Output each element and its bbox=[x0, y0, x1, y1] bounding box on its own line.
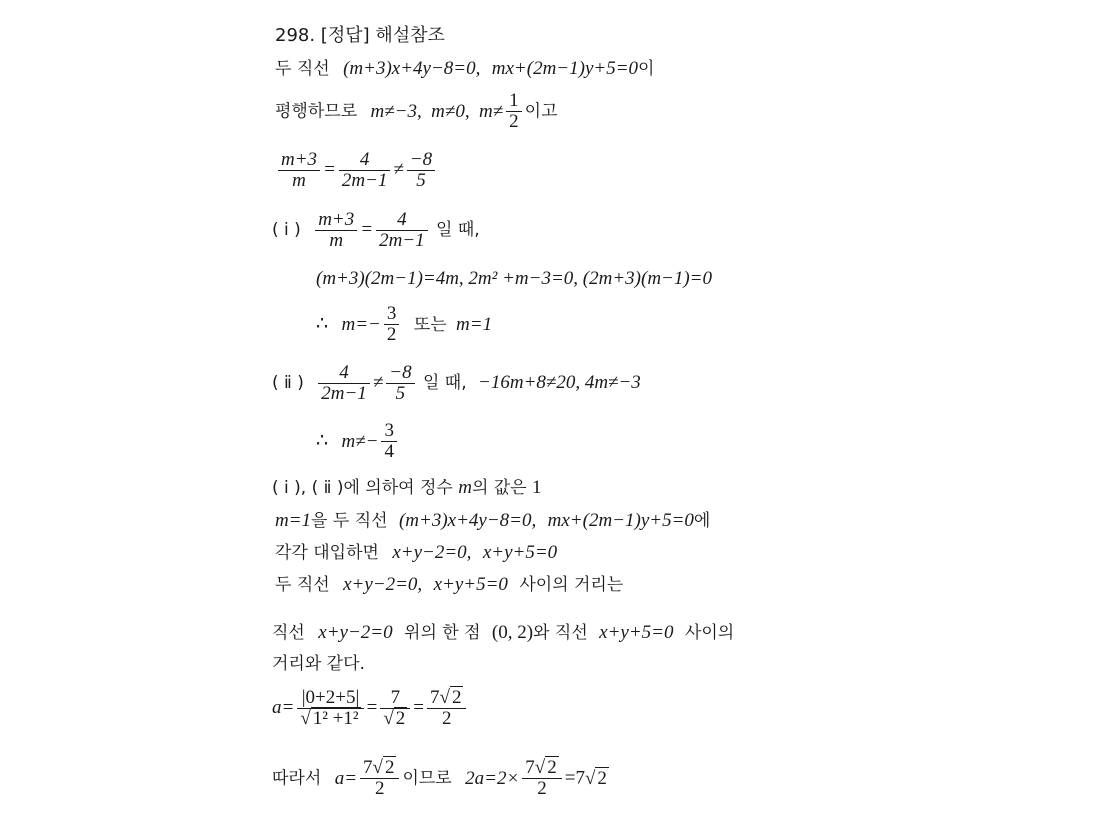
fraction-denominator: 2 bbox=[441, 708, 452, 729]
text: a= bbox=[334, 767, 358, 789]
equation-result-2: x+y+5=0 bbox=[433, 574, 508, 595]
case-1-result bbox=[316, 304, 492, 345]
sqrt-symbol: √ bbox=[584, 767, 596, 789]
coefficient: 7 bbox=[363, 757, 373, 778]
fraction-numerator: m+3 bbox=[278, 150, 320, 171]
sqrt-symbol: √ bbox=[383, 708, 394, 729]
case-2-result bbox=[316, 421, 400, 462]
equation-result-2: x+y+5=0 bbox=[599, 622, 674, 643]
fraction bbox=[522, 758, 561, 799]
fraction-one-half bbox=[506, 91, 522, 132]
fraction-numerator: 4 bbox=[376, 210, 428, 231]
radicand: 1² +1² bbox=[312, 708, 359, 729]
fraction-numerator: −8 bbox=[407, 150, 435, 171]
text: 와 직선 bbox=[533, 623, 588, 643]
fraction-denominator: 4 bbox=[384, 441, 394, 462]
therefore-symbol: ∴ bbox=[316, 430, 329, 452]
fraction bbox=[380, 688, 410, 729]
case-2-header bbox=[272, 363, 641, 404]
equals-sign: = bbox=[360, 218, 374, 240]
case-2-inequality: −16m+8≠20, 4m≠−3 bbox=[478, 371, 641, 393]
equation-result-1: x+y−2=0 bbox=[318, 622, 393, 643]
fraction-three-quarters bbox=[381, 421, 397, 462]
text: m≠− bbox=[341, 430, 379, 452]
condition-2: m≠0, bbox=[431, 100, 470, 122]
case-marker: ( ⅰ ) bbox=[272, 219, 301, 240]
line-conclusion bbox=[272, 477, 542, 499]
condition-3: m≠ bbox=[478, 100, 504, 122]
line-substitute bbox=[275, 510, 710, 532]
fraction-denominator: 2 bbox=[386, 324, 397, 345]
text: m=1 bbox=[456, 313, 493, 335]
text: 일 때, bbox=[436, 219, 480, 240]
fraction-numerator: 4 bbox=[339, 150, 391, 171]
fraction bbox=[318, 363, 370, 404]
fraction-numerator: −8 bbox=[386, 363, 414, 384]
fraction-denominator: 2 bbox=[537, 778, 547, 799]
line-substituted-results bbox=[275, 542, 557, 564]
case-marker: ( ⅱ ) bbox=[272, 372, 304, 393]
fraction bbox=[427, 688, 466, 729]
fraction-numerator: 3 bbox=[381, 421, 397, 442]
radicand: 2 bbox=[451, 687, 462, 708]
text: 평행하므로 bbox=[275, 101, 358, 122]
text: 따라서 bbox=[272, 768, 322, 789]
text: 이고 bbox=[524, 101, 558, 122]
fraction-numerator: |0+2+5| bbox=[297, 688, 363, 709]
radicand: 2 bbox=[395, 708, 406, 729]
fraction-denominator: 2m−1 bbox=[341, 170, 388, 191]
line-two-lines bbox=[275, 58, 654, 80]
text: 2a=2× bbox=[465, 767, 520, 789]
case-1-equation: (m+3)(2m−1)=4m, 2m² +m−3=0, (2m+3)(m−1)=0 bbox=[316, 268, 713, 289]
fraction-numerator bbox=[522, 758, 561, 779]
equation-line-1: (m+3)x+4y−8=0, bbox=[343, 58, 481, 79]
fraction bbox=[360, 758, 399, 799]
line-point-distance bbox=[272, 622, 734, 644]
fraction-numerator: 1 bbox=[506, 91, 522, 112]
answer-value: 1 bbox=[532, 477, 542, 498]
condition-1: m≠−3, bbox=[370, 100, 422, 122]
sqrt-symbol: √ bbox=[300, 708, 311, 729]
fraction-distance bbox=[297, 688, 363, 729]
fraction-numerator bbox=[360, 758, 399, 779]
text: 이 bbox=[638, 59, 655, 79]
fraction-numerator: 4 bbox=[318, 363, 370, 384]
fraction-denominator bbox=[380, 709, 410, 729]
text: 이므로 bbox=[402, 768, 452, 789]
fraction-numerator: 7 bbox=[380, 688, 410, 709]
fraction bbox=[386, 363, 414, 404]
text: ( ⅰ ), ( ⅱ )에 의하여 정수 bbox=[272, 478, 453, 498]
fraction bbox=[315, 210, 357, 251]
fraction-denominator: 5 bbox=[416, 170, 426, 191]
equation-result-1: x+y−2=0, bbox=[343, 574, 423, 595]
text: 위의 한 점 bbox=[404, 623, 481, 643]
fraction-numerator bbox=[427, 688, 466, 709]
text: 두 직선 bbox=[275, 59, 330, 79]
equation-result-2: x+y+5=0 bbox=[482, 542, 558, 563]
text: m=− bbox=[341, 313, 381, 335]
equation-result-1: x+y−2=0, bbox=[392, 542, 472, 563]
text: 각각 대입하면 bbox=[275, 543, 379, 563]
text: 에 bbox=[693, 511, 711, 531]
text: 두 직선 bbox=[275, 575, 330, 595]
fraction bbox=[339, 150, 391, 191]
line-distance-formula bbox=[272, 688, 469, 729]
problem-heading: 298. [정답] 해설참조 bbox=[275, 25, 445, 46]
fraction bbox=[407, 150, 435, 191]
text: 일 때, bbox=[422, 372, 467, 393]
fraction bbox=[278, 150, 320, 191]
text: a= bbox=[272, 696, 295, 718]
variable-m: m bbox=[458, 477, 472, 498]
equals-sign: = bbox=[413, 696, 424, 718]
fraction-numerator: m+3 bbox=[315, 210, 357, 231]
text: 의 값은 bbox=[471, 478, 527, 498]
point: (0, 2) bbox=[491, 622, 534, 643]
equation-line-2: mx+(2m−1)y+5=0 bbox=[491, 58, 639, 79]
sqrt-symbol: √ bbox=[439, 687, 450, 708]
text: 사이의 bbox=[684, 623, 735, 643]
coefficient: 7 bbox=[430, 687, 440, 708]
equation-line-2: mx+(2m−1)y+5=0 bbox=[547, 510, 694, 531]
line-final-answer bbox=[272, 758, 609, 799]
fraction-denominator: 5 bbox=[395, 383, 406, 404]
fraction-three-halves bbox=[384, 304, 400, 345]
fraction-denominator: 2m−1 bbox=[379, 230, 425, 251]
fraction-denominator bbox=[297, 709, 363, 729]
equals-sign: = bbox=[366, 696, 378, 718]
line-parallel-condition bbox=[275, 91, 558, 132]
fraction-numerator: 3 bbox=[384, 304, 400, 325]
fraction bbox=[376, 210, 428, 251]
equals-sign: = bbox=[323, 158, 336, 180]
fraction-denominator: 2 bbox=[509, 111, 519, 132]
radicand: 2 bbox=[597, 767, 607, 789]
case-1-header bbox=[272, 210, 480, 251]
line-ratio-equation bbox=[275, 150, 438, 191]
fraction-denominator: 2m−1 bbox=[321, 383, 367, 404]
sqrt-symbol: √ bbox=[534, 757, 546, 778]
therefore-symbol: ∴ bbox=[316, 313, 329, 335]
line-same-distance: 거리와 같다. bbox=[272, 654, 365, 674]
radicand: 2 bbox=[547, 757, 557, 778]
radicand: 2 bbox=[384, 757, 395, 778]
fraction-denominator: 2 bbox=[374, 778, 385, 799]
text: m=1 bbox=[275, 510, 312, 531]
equation-line-1: (m+3)x+4y−8=0, bbox=[398, 510, 537, 531]
coefficient: 7 bbox=[525, 757, 535, 778]
text: 또는 bbox=[413, 314, 447, 335]
fraction-denominator: m bbox=[292, 170, 306, 191]
line-distance-between bbox=[275, 574, 623, 596]
not-equal-sign: ≠ bbox=[393, 158, 404, 180]
text: 사이의 거리는 bbox=[519, 575, 624, 595]
text: 직선 bbox=[272, 623, 305, 643]
sqrt-symbol: √ bbox=[372, 757, 383, 778]
fraction-denominator: m bbox=[329, 230, 344, 251]
text: =7 bbox=[564, 767, 585, 789]
not-equal-sign: ≠ bbox=[372, 371, 384, 393]
text: 을 두 직선 bbox=[311, 511, 388, 531]
